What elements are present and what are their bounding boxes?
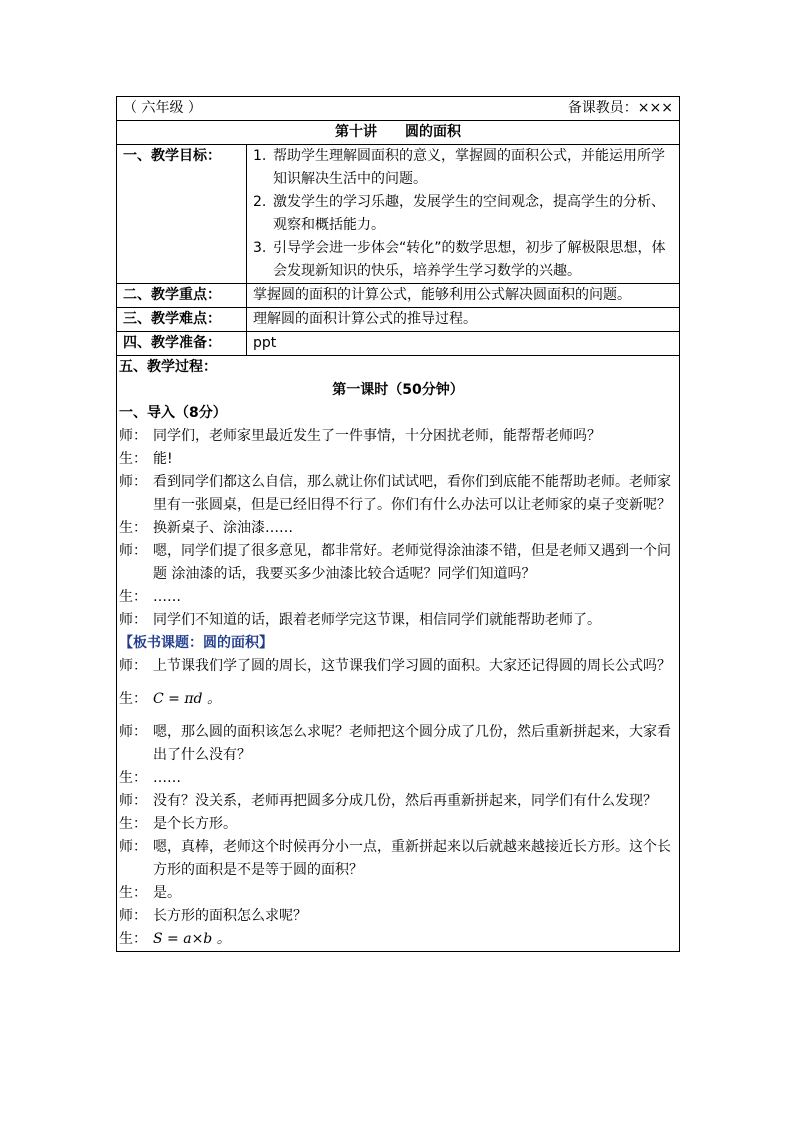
dialogue-line (119, 882, 677, 905)
keypoint-row (117, 284, 680, 308)
speaker: 生： (119, 691, 147, 707)
goal-number: 3. (253, 240, 267, 256)
goals-cell (247, 145, 680, 284)
rectangle-area-formula: S = a×b 。 (153, 931, 231, 947)
difficulty-row (117, 308, 680, 332)
utterance: 换新桌子、涂油漆…… (153, 520, 293, 536)
utterance: …… (153, 770, 181, 786)
dialogue-line (119, 609, 677, 632)
goal-number: 1. (253, 148, 267, 164)
process-row (117, 356, 680, 952)
dialogue-line (119, 655, 677, 678)
formula-line (119, 688, 677, 711)
dialogue-block-2 (119, 721, 677, 928)
utterance: 长方形的面积怎么求呢？ (153, 908, 307, 924)
prep-row (117, 332, 680, 356)
teacher-label: 备课教员：××× (567, 100, 674, 116)
goal-text: 引导学会进一步体会“转化”的数学思想，初步了解极限思想，体会发现新知识的快乐，培养学生学习数学的兴趣。 (273, 240, 666, 279)
utterance: 是。 (153, 885, 181, 901)
utterance: 同学们，老师家里最近发生了一件事情，十分困扰老师，能帮帮老师吗？ (153, 428, 601, 444)
process-label: 五、教学过程： (119, 359, 217, 375)
utterance: 是个长方形。 (153, 816, 237, 832)
spacer (119, 711, 677, 721)
utterance: 能! (153, 451, 173, 467)
title-row (117, 121, 680, 145)
speaker: 生： (119, 931, 147, 947)
speaker: 师： (119, 428, 147, 444)
goal-item (253, 237, 673, 283)
goal-number: 2. (253, 194, 267, 210)
keypoint-label: 二、教学重点： (117, 284, 247, 308)
goals-row (117, 145, 680, 284)
grade-label: （ 六年级 ） (123, 100, 202, 116)
board-title: 【板书课题：圆的面积】 (119, 635, 273, 651)
speaker: 生： (119, 770, 147, 786)
difficulty-text: 理解圆的面积计算公式的推导过程。 (247, 308, 680, 332)
dialogue-line (119, 586, 677, 609)
lesson-title: 第十讲 圆的面积 (117, 121, 680, 145)
dialogue-line (119, 425, 677, 448)
keypoint-text: 掌握圆的面积的计算公式，能够利用公式解决圆面积的问题。 (247, 284, 680, 308)
difficulty-label: 三、教学难点： (117, 308, 247, 332)
speaker: 生： (119, 885, 147, 901)
dialogue-block-1 (119, 425, 677, 632)
goals-label: 一、教学目标： (117, 145, 247, 284)
lesson-plan-table (116, 96, 680, 952)
speaker: 师： (119, 839, 147, 855)
dialogue-line (119, 540, 677, 586)
process-cell (117, 356, 680, 952)
speaker: 师： (119, 543, 147, 559)
utterance: 看到同学们都这么自信，那么就让你们试试吧，看你们到底能不能帮助老师。老师家里有一张圆桌，但是已经旧得不行了。你们有什么办法可以让老师家的桌子变新呢？ (153, 474, 671, 513)
goal-text: 激发学生的学习乐趣，发展学生的空间观念，提高学生的分析、观察和概括能力。 (273, 194, 665, 233)
dialogue-line (119, 471, 677, 517)
utterance: 同学们不知道的话，跟着老师学完这节课，相信同学们就能帮助老师了。 (153, 612, 601, 628)
goals-list (253, 145, 673, 283)
speaker: 师： (119, 793, 147, 809)
prep-label: 四、教学准备： (117, 332, 247, 356)
dialogue-line (119, 905, 677, 928)
utterance: 嗯，真棒，老师这个时候再分小一点，重新拼起来以后就越来越接近长方形。这个长方形的面积是不是等于圆的面积？ (153, 839, 671, 878)
dialogue-line (119, 721, 677, 767)
circumference-formula: C = πd 。 (153, 691, 221, 707)
speaker: 生： (119, 451, 147, 467)
utterance: 上节课我们学了圆的周长，这节课我们学习圆的面积。大家还记得圆的周长公式吗？ (153, 658, 671, 674)
dialogue-line (119, 517, 677, 540)
speaker: 生： (119, 589, 147, 605)
goal-item (253, 145, 673, 191)
speaker: 师： (119, 612, 147, 628)
utterance: 嗯，那么圆的面积该怎么求呢？老师把这个圆分成了几份，然后重新拼起来，大家看出了什么没有？ (153, 724, 671, 763)
dialogue-line (119, 813, 677, 836)
lesson-plan-sheet (116, 96, 679, 952)
dialogue-line (119, 767, 677, 790)
utterance: 嗯，同学们提了很多意见，都非常好。老师觉得涂油漆不错，但是老师又遇到一个问题 涂油漆的话，我要买多少油漆比较合适呢？同学们知道吗？ (153, 543, 671, 582)
utterance: …… (153, 589, 181, 605)
formula-line (119, 928, 677, 951)
utterance: 没有？没关系，老师再把圆多分成几份，然后再重新拼起来，同学们有什么发现？ (153, 793, 657, 809)
dialogue-line (119, 790, 677, 813)
goal-text: 帮助学生理解圆面积的意义，掌握圆的面积公式，并能运用所学知识解决生活中的问题。 (273, 148, 665, 187)
speaker: 生： (119, 520, 147, 536)
spacer (119, 678, 677, 688)
speaker: 师： (119, 658, 147, 674)
goal-item (253, 191, 673, 237)
dialogue-line (119, 448, 677, 471)
speaker: 师： (119, 908, 147, 924)
speaker: 师： (119, 474, 147, 490)
header-cell (117, 97, 680, 121)
header-row (117, 97, 680, 121)
prep-text: ppt (247, 332, 680, 356)
session-title: 第一课时（50分钟） (332, 382, 464, 398)
section-title: 一、导入（8分） (119, 405, 227, 421)
dialogue-line (119, 836, 677, 882)
speaker: 生： (119, 816, 147, 832)
speaker: 师： (119, 724, 147, 740)
